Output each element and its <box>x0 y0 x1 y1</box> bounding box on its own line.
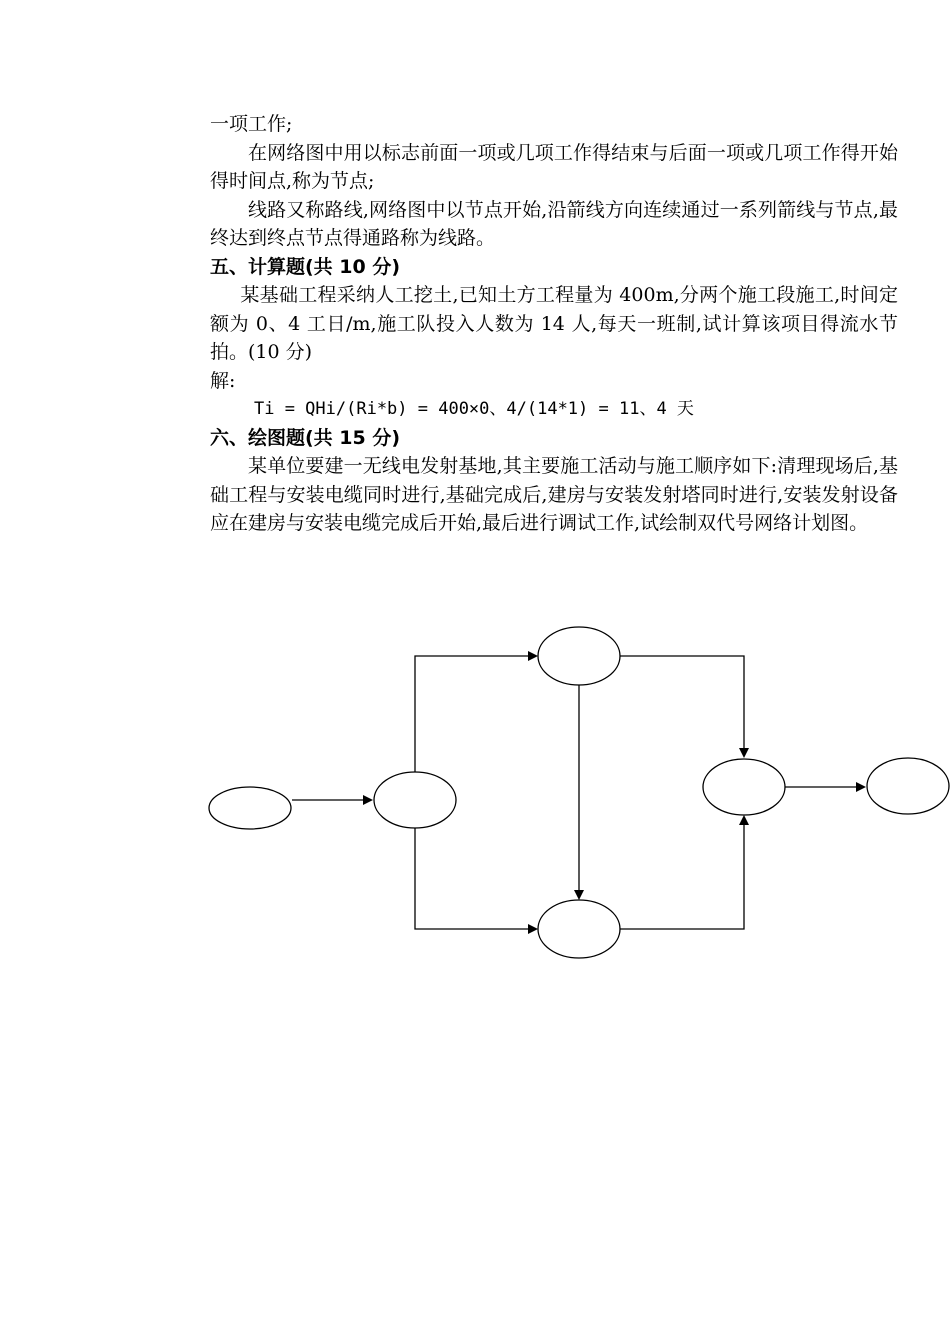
arrowhead <box>363 795 373 805</box>
paragraph-path-definition: 线路又称路线,网络图中以节点开始,沿箭线方向连续通过一系列箭线与节点,最终达到终点节点得通路称为线路。 <box>210 198 898 249</box>
paragraph-1: 一项工作; <box>210 113 293 135</box>
edge-n4-n5 <box>620 825 744 929</box>
arrowhead <box>528 924 538 934</box>
network-node-3 <box>538 627 620 685</box>
section-heading-calculation: 五、计算题(共 10 分) <box>210 255 401 278</box>
arrowhead <box>739 748 749 758</box>
edge-n2-n3 <box>415 656 528 772</box>
edge-n3-n5 <box>620 656 744 748</box>
solution-formula: Ti = QHi/(Ri*b) = 400×0、4/(14*1) = 11、4 天 <box>254 399 694 419</box>
edge-n2-n4 <box>415 828 528 929</box>
paragraph-drawing-question: 某单位要建一无线电发射基地,其主要施工活动与施工顺序如下:清理现场后,基础工程与安装电缆同时进行,基础完成后,建房与安装发射塔同时进行,安装发射设备应在建房与安装电缆完成后开始,最后进行调试工作,试绘制双代号网络计划图。 <box>210 455 898 534</box>
arrowhead <box>856 782 866 792</box>
arrowhead <box>574 890 584 900</box>
network-node-6 <box>867 758 949 814</box>
arrowhead <box>528 651 538 661</box>
network-node-2 <box>374 772 456 828</box>
section-heading-drawing: 六、绘图题(共 15 分) <box>210 426 401 449</box>
paragraph-node-definition: 在网络图中用以标志前面一项或几项工作得结束与后面一项或几项工作得开始得时间点,称为节点; <box>210 141 898 192</box>
paragraph-calculation-question: 某基础工程采纳人工挖土,已知土方工程量为 400m,分两个施工段施工,时间定额为 0、4 工日/m,施工队投入人数为 14 人,每天一班制,试计算该项目得流水节拍。(10 分) <box>210 284 898 363</box>
network-node-5 <box>703 759 785 815</box>
paragraph-solution-label: 解: <box>210 369 236 392</box>
network-node-4 <box>538 900 620 958</box>
arrowhead <box>739 815 749 825</box>
network-node-1 <box>209 787 291 829</box>
